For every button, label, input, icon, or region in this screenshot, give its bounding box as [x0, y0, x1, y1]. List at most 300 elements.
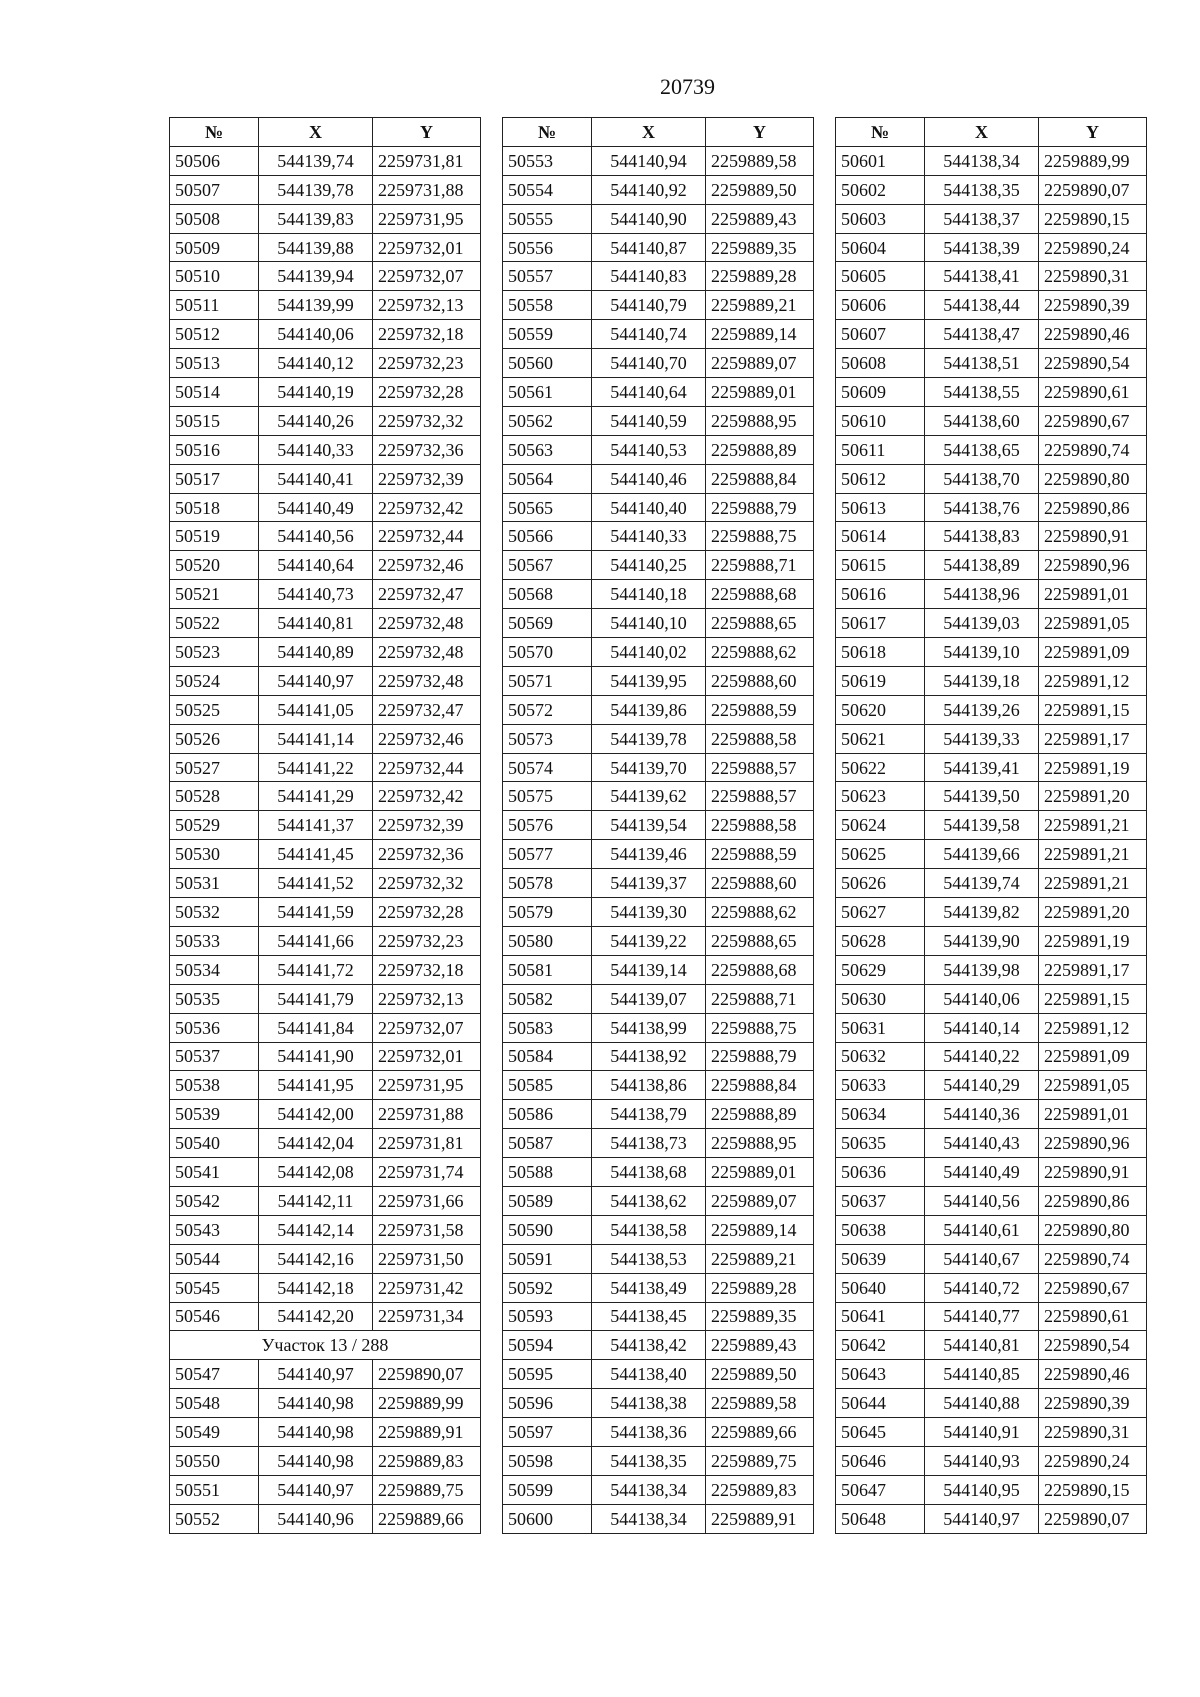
- x-coordinate-cell: 544141,29: [259, 782, 373, 811]
- y-coordinate-cell: 2259888,84: [706, 1071, 814, 1100]
- y-coordinate-cell: 2259891,21: [1039, 811, 1147, 840]
- point-number-cell: 50636: [836, 1158, 925, 1187]
- y-coordinate-cell: 2259889,66: [373, 1504, 481, 1533]
- x-coordinate-cell: 544138,83: [925, 522, 1039, 551]
- table-row: [836, 1446, 1147, 1475]
- table-row: [170, 233, 481, 262]
- x-coordinate-cell: 544141,22: [259, 753, 373, 782]
- x-coordinate-cell: 544142,04: [259, 1129, 373, 1158]
- x-coordinate-cell: 544139,83: [259, 204, 373, 233]
- x-coordinate-cell: 544141,72: [259, 955, 373, 984]
- x-coordinate-cell: 544140,79: [592, 291, 706, 320]
- y-coordinate-cell: 2259890,67: [1039, 1273, 1147, 1302]
- x-coordinate-cell: 544139,78: [592, 724, 706, 753]
- point-number-cell: 50618: [836, 638, 925, 667]
- table-row: [836, 233, 1147, 262]
- x-coordinate-cell: 544139,98: [925, 955, 1039, 984]
- table-row: [503, 753, 814, 782]
- y-coordinate-cell: 2259732,18: [373, 320, 481, 349]
- table-row: [170, 175, 481, 204]
- section-row: [170, 1331, 481, 1360]
- point-number-cell: 50585: [503, 1071, 592, 1100]
- y-coordinate-cell: 2259889,91: [706, 1504, 814, 1533]
- point-number-cell: 50635: [836, 1129, 925, 1158]
- y-coordinate-cell: 2259889,14: [706, 320, 814, 349]
- table-row: [836, 695, 1147, 724]
- table-row: [503, 1504, 814, 1533]
- x-coordinate-cell: 544138,41: [925, 262, 1039, 291]
- point-number-cell: 50577: [503, 840, 592, 869]
- x-coordinate-cell: 544139,30: [592, 898, 706, 927]
- x-coordinate-cell: 544139,22: [592, 926, 706, 955]
- x-coordinate-cell: 544139,46: [592, 840, 706, 869]
- point-number-cell: 50523: [170, 638, 259, 667]
- table-row: [503, 493, 814, 522]
- table-row: [503, 811, 814, 840]
- point-number-cell: 50528: [170, 782, 259, 811]
- y-coordinate-cell: 2259890,15: [1039, 1475, 1147, 1504]
- point-number-cell: 50640: [836, 1273, 925, 1302]
- y-coordinate-cell: 2259888,62: [706, 898, 814, 927]
- y-coordinate-cell: 2259890,31: [1039, 1418, 1147, 1447]
- x-coordinate-cell: 544138,40: [592, 1360, 706, 1389]
- point-number-cell: 50557: [503, 262, 592, 291]
- x-coordinate-cell: 544138,39: [925, 233, 1039, 262]
- x-coordinate-cell: 544140,97: [925, 1504, 1039, 1533]
- point-number-cell: 50631: [836, 1013, 925, 1042]
- point-number-cell: 50521: [170, 580, 259, 609]
- y-coordinate-cell: 2259731,81: [373, 146, 481, 175]
- x-coordinate-cell: 544139,54: [592, 811, 706, 840]
- x-coordinate-cell: 544139,99: [259, 291, 373, 320]
- x-coordinate-cell: 544140,40: [592, 493, 706, 522]
- x-coordinate-cell: 544140,41: [259, 464, 373, 493]
- point-number-cell: 50562: [503, 406, 592, 435]
- y-coordinate-cell: 2259888,75: [706, 1013, 814, 1042]
- table-row: [836, 869, 1147, 898]
- table-row: [170, 1475, 481, 1504]
- table-row: [503, 464, 814, 493]
- table-row: [836, 955, 1147, 984]
- point-number-cell: 50586: [503, 1100, 592, 1129]
- table-row: [170, 811, 481, 840]
- point-number-cell: 50593: [503, 1302, 592, 1331]
- x-coordinate-cell: 544141,59: [259, 898, 373, 927]
- point-number-cell: 50509: [170, 233, 259, 262]
- table-row: [170, 1071, 481, 1100]
- y-coordinate-cell: 2259732,39: [373, 464, 481, 493]
- point-number-cell: 50508: [170, 204, 259, 233]
- table-row: [836, 811, 1147, 840]
- point-number-cell: 50581: [503, 955, 592, 984]
- x-coordinate-cell: 544140,88: [925, 1389, 1039, 1418]
- point-number-cell: 50535: [170, 984, 259, 1013]
- table-row: [170, 320, 481, 349]
- x-coordinate-cell: 544139,26: [925, 695, 1039, 724]
- y-coordinate-cell: 2259889,28: [706, 1273, 814, 1302]
- point-number-cell: 50537: [170, 1042, 259, 1071]
- point-number-cell: 50558: [503, 291, 592, 320]
- x-coordinate-cell: 544138,60: [925, 406, 1039, 435]
- table-row: [836, 580, 1147, 609]
- y-coordinate-cell: 2259732,47: [373, 695, 481, 724]
- table-row: [503, 435, 814, 464]
- table-row: [836, 1244, 1147, 1273]
- y-coordinate-cell: 2259890,61: [1039, 378, 1147, 407]
- point-number-cell: 50554: [503, 175, 592, 204]
- point-number-cell: 50625: [836, 840, 925, 869]
- table-row: [503, 522, 814, 551]
- x-coordinate-cell: 544140,90: [592, 204, 706, 233]
- y-coordinate-cell: 2259731,88: [373, 175, 481, 204]
- y-coordinate-cell: 2259888,84: [706, 464, 814, 493]
- table-row: [170, 984, 481, 1013]
- table-row: [170, 493, 481, 522]
- point-number-cell: 50534: [170, 955, 259, 984]
- table-row: [836, 1360, 1147, 1389]
- point-number-cell: 50553: [503, 146, 592, 175]
- table-row: [503, 320, 814, 349]
- y-coordinate-cell: 2259888,59: [706, 695, 814, 724]
- x-coordinate-cell: 544140,97: [259, 666, 373, 695]
- point-number-cell: 50565: [503, 493, 592, 522]
- x-coordinate-cell: 544138,89: [925, 551, 1039, 580]
- y-coordinate-cell: 2259731,50: [373, 1244, 481, 1273]
- y-coordinate-cell: 2259891,15: [1039, 695, 1147, 724]
- point-number-cell: 50621: [836, 724, 925, 753]
- point-number-cell: 50543: [170, 1215, 259, 1244]
- table-row: [836, 493, 1147, 522]
- point-number-cell: 50541: [170, 1158, 259, 1187]
- point-number-cell: 50604: [836, 233, 925, 262]
- x-coordinate-cell: 544141,84: [259, 1013, 373, 1042]
- point-number-cell: 50589: [503, 1186, 592, 1215]
- y-coordinate-cell: 2259889,66: [706, 1418, 814, 1447]
- table-row: [836, 1389, 1147, 1418]
- point-number-cell: 50532: [170, 898, 259, 927]
- y-coordinate-cell: 2259891,01: [1039, 1100, 1147, 1129]
- y-coordinate-cell: 2259890,46: [1039, 1360, 1147, 1389]
- y-coordinate-cell: 2259891,21: [1039, 869, 1147, 898]
- y-coordinate-cell: 2259732,48: [373, 666, 481, 695]
- point-number-cell: 50638: [836, 1215, 925, 1244]
- x-coordinate-cell: 544138,96: [925, 580, 1039, 609]
- point-number-cell: 50645: [836, 1418, 925, 1447]
- x-coordinate-cell: 544139,88: [259, 233, 373, 262]
- y-coordinate-cell: 2259888,68: [706, 955, 814, 984]
- x-coordinate-cell: 544138,68: [592, 1158, 706, 1187]
- y-coordinate-cell: 2259890,86: [1039, 493, 1147, 522]
- y-coordinate-cell: 2259890,07: [1039, 175, 1147, 204]
- x-coordinate-cell: 544140,06: [259, 320, 373, 349]
- point-number-cell: 50628: [836, 926, 925, 955]
- y-coordinate-cell: 2259890,54: [1039, 349, 1147, 378]
- x-coordinate-cell: 544138,49: [592, 1273, 706, 1302]
- table-row: [836, 204, 1147, 233]
- point-number-cell: 50609: [836, 378, 925, 407]
- table-row: [836, 1504, 1147, 1533]
- y-coordinate-cell: 2259891,20: [1039, 782, 1147, 811]
- table-row: [836, 1273, 1147, 1302]
- y-coordinate-cell: 2259732,32: [373, 406, 481, 435]
- x-coordinate-cell: 544140,46: [592, 464, 706, 493]
- x-coordinate-cell: 544140,12: [259, 349, 373, 378]
- y-coordinate-cell: 2259732,42: [373, 493, 481, 522]
- x-coordinate-cell: 544140,87: [592, 233, 706, 262]
- table-row: [170, 435, 481, 464]
- table-row: [170, 1215, 481, 1244]
- table-row: [503, 869, 814, 898]
- point-number-cell: 50519: [170, 522, 259, 551]
- table-row: [836, 782, 1147, 811]
- point-number-cell: 50608: [836, 349, 925, 378]
- y-coordinate-cell: 2259732,42: [373, 782, 481, 811]
- y-coordinate-cell: 2259732,18: [373, 955, 481, 984]
- x-coordinate-cell: 544138,53: [592, 1244, 706, 1273]
- table-row: [503, 1158, 814, 1187]
- point-number-cell: 50582: [503, 984, 592, 1013]
- point-number-cell: 50522: [170, 609, 259, 638]
- x-coordinate-cell: 544139,14: [592, 955, 706, 984]
- table-row: [836, 320, 1147, 349]
- y-coordinate-cell: 2259890,67: [1039, 406, 1147, 435]
- y-coordinate-cell: 2259889,28: [706, 262, 814, 291]
- table-row: [170, 204, 481, 233]
- point-number-cell: 50606: [836, 291, 925, 320]
- point-number-cell: 50507: [170, 175, 259, 204]
- point-number-cell: 50642: [836, 1331, 925, 1360]
- column-header-y: Y: [1039, 118, 1147, 147]
- y-coordinate-cell: 2259732,01: [373, 233, 481, 262]
- x-coordinate-cell: 544140,92: [592, 175, 706, 204]
- point-number-cell: 50592: [503, 1273, 592, 1302]
- point-number-cell: 50597: [503, 1418, 592, 1447]
- y-coordinate-cell: 2259888,89: [706, 1100, 814, 1129]
- x-coordinate-cell: 544139,70: [592, 753, 706, 782]
- x-coordinate-cell: 544139,58: [925, 811, 1039, 840]
- x-coordinate-cell: 544138,79: [592, 1100, 706, 1129]
- point-number-cell: 50644: [836, 1389, 925, 1418]
- y-coordinate-cell: 2259889,50: [706, 175, 814, 204]
- y-coordinate-cell: 2259890,15: [1039, 204, 1147, 233]
- table-row: [836, 1418, 1147, 1447]
- y-coordinate-cell: 2259732,46: [373, 724, 481, 753]
- x-coordinate-cell: 544138,44: [925, 291, 1039, 320]
- point-number-cell: 50525: [170, 695, 259, 724]
- table-row: [503, 1418, 814, 1447]
- x-coordinate-cell: 544140,06: [925, 984, 1039, 1013]
- y-coordinate-cell: 2259890,24: [1039, 1446, 1147, 1475]
- y-coordinate-cell: 2259889,35: [706, 233, 814, 262]
- x-coordinate-cell: 544140,56: [925, 1186, 1039, 1215]
- x-coordinate-cell: 544139,74: [925, 869, 1039, 898]
- y-coordinate-cell: 2259732,28: [373, 378, 481, 407]
- point-number-cell: 50544: [170, 1244, 259, 1273]
- y-coordinate-cell: 2259889,50: [706, 1360, 814, 1389]
- table-row: [836, 378, 1147, 407]
- y-coordinate-cell: 2259889,43: [706, 1331, 814, 1360]
- y-coordinate-cell: 2259889,99: [373, 1389, 481, 1418]
- table-row: [170, 349, 481, 378]
- table-row: [170, 955, 481, 984]
- y-coordinate-cell: 2259889,75: [373, 1475, 481, 1504]
- y-coordinate-cell: 2259888,75: [706, 522, 814, 551]
- point-number-cell: 50564: [503, 464, 592, 493]
- point-number-cell: 50529: [170, 811, 259, 840]
- table-row: [170, 1244, 481, 1273]
- y-coordinate-cell: 2259891,12: [1039, 666, 1147, 695]
- y-coordinate-cell: 2259890,07: [1039, 1504, 1147, 1533]
- table-row: [170, 638, 481, 667]
- point-number-cell: 50506: [170, 146, 259, 175]
- x-coordinate-cell: 544139,50: [925, 782, 1039, 811]
- x-coordinate-cell: 544142,11: [259, 1186, 373, 1215]
- y-coordinate-cell: 2259889,58: [706, 146, 814, 175]
- table-row: [503, 146, 814, 175]
- point-number-cell: 50614: [836, 522, 925, 551]
- y-coordinate-cell: 2259891,19: [1039, 926, 1147, 955]
- x-coordinate-cell: 544140,95: [925, 1475, 1039, 1504]
- table-row: [836, 724, 1147, 753]
- table-row: [503, 609, 814, 638]
- table-row: [836, 1475, 1147, 1504]
- x-coordinate-cell: 544142,08: [259, 1158, 373, 1187]
- column-header-x: X: [592, 118, 706, 147]
- x-coordinate-cell: 544140,26: [259, 406, 373, 435]
- table-row: [836, 1215, 1147, 1244]
- x-coordinate-cell: 544140,53: [592, 435, 706, 464]
- section-label: Участок 13 / 288: [170, 1331, 481, 1360]
- point-number-cell: 50612: [836, 464, 925, 493]
- x-coordinate-cell: 544142,14: [259, 1215, 373, 1244]
- y-coordinate-cell: 2259888,65: [706, 926, 814, 955]
- x-coordinate-cell: 544140,25: [592, 551, 706, 580]
- x-coordinate-cell: 544142,16: [259, 1244, 373, 1273]
- y-coordinate-cell: 2259890,91: [1039, 1158, 1147, 1187]
- y-coordinate-cell: 2259891,12: [1039, 1013, 1147, 1042]
- point-number-cell: 50526: [170, 724, 259, 753]
- x-coordinate-cell: 544138,38: [592, 1389, 706, 1418]
- table-row: [836, 175, 1147, 204]
- point-number-cell: 50596: [503, 1389, 592, 1418]
- y-coordinate-cell: 2259891,19: [1039, 753, 1147, 782]
- x-coordinate-cell: 544141,95: [259, 1071, 373, 1100]
- x-coordinate-cell: 544140,97: [259, 1360, 373, 1389]
- x-coordinate-cell: 544139,66: [925, 840, 1039, 869]
- table-row: [836, 1158, 1147, 1187]
- y-coordinate-cell: 2259732,13: [373, 291, 481, 320]
- y-coordinate-cell: 2259888,58: [706, 724, 814, 753]
- point-number-cell: 50560: [503, 349, 592, 378]
- point-number-cell: 50605: [836, 262, 925, 291]
- table-row: [836, 898, 1147, 927]
- point-number-cell: 50648: [836, 1504, 925, 1533]
- x-coordinate-cell: 544140,77: [925, 1302, 1039, 1331]
- x-coordinate-cell: 544140,49: [925, 1158, 1039, 1187]
- x-coordinate-cell: 544140,19: [259, 378, 373, 407]
- point-number-cell: 50563: [503, 435, 592, 464]
- y-coordinate-cell: 2259732,23: [373, 349, 481, 378]
- table-row: [836, 435, 1147, 464]
- x-coordinate-cell: 544140,83: [592, 262, 706, 291]
- y-coordinate-cell: 2259732,36: [373, 435, 481, 464]
- y-coordinate-cell: 2259889,58: [706, 1389, 814, 1418]
- table-row: [170, 1186, 481, 1215]
- point-number-cell: 50575: [503, 782, 592, 811]
- point-number-cell: 50647: [836, 1475, 925, 1504]
- table-row: [170, 551, 481, 580]
- y-coordinate-cell: 2259888,59: [706, 840, 814, 869]
- y-coordinate-cell: 2259888,62: [706, 638, 814, 667]
- table-row: [503, 666, 814, 695]
- point-number-cell: 50517: [170, 464, 259, 493]
- y-coordinate-cell: 2259890,96: [1039, 551, 1147, 580]
- point-number-cell: 50513: [170, 349, 259, 378]
- y-coordinate-cell: 2259889,75: [706, 1446, 814, 1475]
- x-coordinate-cell: 544140,10: [592, 609, 706, 638]
- table-row: [170, 1100, 481, 1129]
- y-coordinate-cell: 2259731,95: [373, 204, 481, 233]
- point-number-cell: 50580: [503, 926, 592, 955]
- x-coordinate-cell: 544140,81: [259, 609, 373, 638]
- x-coordinate-cell: 544138,34: [592, 1504, 706, 1533]
- y-coordinate-cell: 2259890,74: [1039, 1244, 1147, 1273]
- point-number-cell: 50623: [836, 782, 925, 811]
- point-number-cell: 50516: [170, 435, 259, 464]
- y-coordinate-cell: 2259889,01: [706, 1158, 814, 1187]
- point-number-cell: 50551: [170, 1475, 259, 1504]
- point-number-cell: 50561: [503, 378, 592, 407]
- table-row: [503, 1129, 814, 1158]
- point-number-cell: 50570: [503, 638, 592, 667]
- table-row: [836, 146, 1147, 175]
- x-coordinate-cell: 544140,74: [592, 320, 706, 349]
- x-coordinate-cell: 544141,79: [259, 984, 373, 1013]
- table-row: [836, 926, 1147, 955]
- point-number-cell: 50602: [836, 175, 925, 204]
- y-coordinate-cell: 2259731,66: [373, 1186, 481, 1215]
- point-number-cell: 50578: [503, 869, 592, 898]
- table-row: [503, 1475, 814, 1504]
- x-coordinate-cell: 544139,10: [925, 638, 1039, 667]
- table-header-row: [503, 118, 814, 147]
- table-row: [836, 840, 1147, 869]
- point-number-cell: 50512: [170, 320, 259, 349]
- x-coordinate-cell: 544139,62: [592, 782, 706, 811]
- x-coordinate-cell: 544140,93: [925, 1446, 1039, 1475]
- point-number-cell: 50626: [836, 869, 925, 898]
- table-row: [503, 840, 814, 869]
- x-coordinate-cell: 544138,65: [925, 435, 1039, 464]
- table-row: [836, 753, 1147, 782]
- point-number-cell: 50549: [170, 1418, 259, 1447]
- point-number-cell: 50568: [503, 580, 592, 609]
- point-number-cell: 50591: [503, 1244, 592, 1273]
- x-coordinate-cell: 544142,20: [259, 1302, 373, 1331]
- x-coordinate-cell: 544139,33: [925, 724, 1039, 753]
- x-coordinate-cell: 544140,36: [925, 1100, 1039, 1129]
- table-row: [170, 782, 481, 811]
- table-row: [170, 1360, 481, 1389]
- point-number-cell: 50539: [170, 1100, 259, 1129]
- point-number-cell: 50587: [503, 1129, 592, 1158]
- y-coordinate-cell: 2259732,07: [373, 262, 481, 291]
- y-coordinate-cell: 2259888,57: [706, 753, 814, 782]
- x-coordinate-cell: 544138,45: [592, 1302, 706, 1331]
- y-coordinate-cell: 2259732,44: [373, 753, 481, 782]
- table-row: [836, 1100, 1147, 1129]
- table-row: [836, 1071, 1147, 1100]
